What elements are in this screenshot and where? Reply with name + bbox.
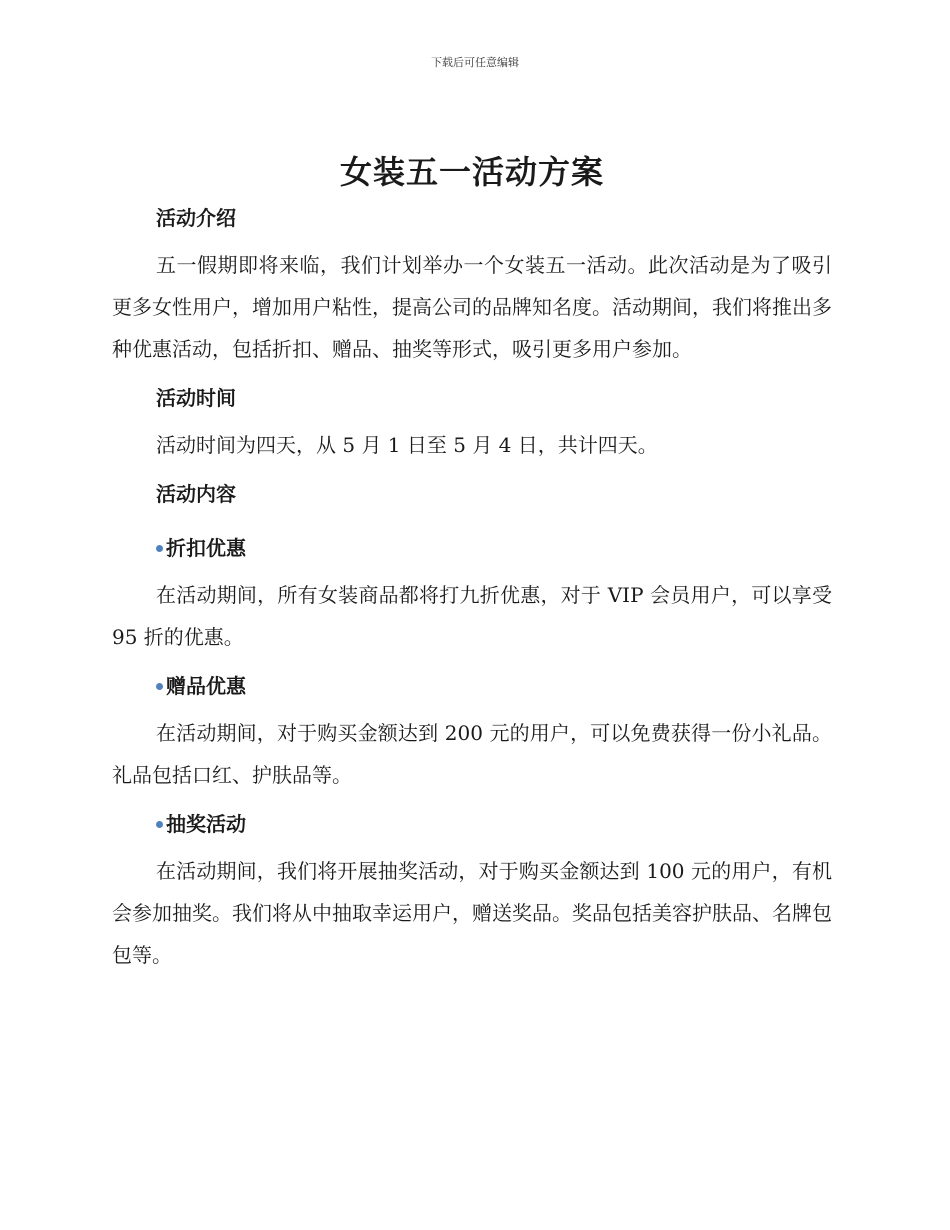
page-header: 下载后可任意编辑 bbox=[431, 56, 519, 69]
subsection-heading-discount bbox=[112, 534, 832, 562]
bullet-dot-icon bbox=[156, 821, 163, 828]
bullet-dot-icon bbox=[156, 683, 163, 690]
section-body-time: 活动时间为四天，从 5 月 1 日至 5 月 4 日，共计四天。 bbox=[156, 433, 658, 457]
document-title: 女装五一活动方案 bbox=[339, 153, 604, 191]
subsection-body-discount: 在活动期间，所有女装商品都将打九折优惠，对于 VIP 会员用户，可以享受 95 折的优惠。 bbox=[112, 583, 832, 649]
section-heading-intro: 活动介绍 bbox=[156, 206, 236, 230]
subsection-body-gift: 在活动期间，对于购买金额达到 200 元的用户，可以免费获得一份小礼品。礼品包括口红、护肤品等。 bbox=[112, 721, 832, 787]
bullet-dot-icon bbox=[156, 545, 163, 552]
section-body-intro: 五一假期即将来临，我们计划举办一个女装五一活动。此次活动是为了吸引更多女性用户，增加用户粘性，提高公司的品牌知名度。活动期间，我们将推出多种优惠活动，包括折扣、赠品、抽奖等形式，吸引更多用户参加。 bbox=[112, 253, 832, 361]
subsection-heading-gift bbox=[112, 672, 832, 700]
subsection-heading-discount-label: 折扣优惠 bbox=[166, 536, 246, 560]
section-heading-content: 活动内容 bbox=[156, 482, 236, 506]
subsection-heading-lottery bbox=[112, 810, 832, 838]
subsection-body-lottery: 在活动期间，我们将开展抽奖活动，对于购买金额达到 100 元的用户，有机会参加抽奖。我们将从中抽取幸运用户，赠送奖品。奖品包括美容护肤品、名牌包包等。 bbox=[112, 859, 832, 967]
subsection-heading-gift-label: 赠品优惠 bbox=[166, 674, 246, 698]
document-body bbox=[112, 148, 832, 976]
subsection-heading-lottery-label: 抽奖活动 bbox=[166, 812, 246, 836]
section-heading-time: 活动时间 bbox=[156, 386, 236, 410]
